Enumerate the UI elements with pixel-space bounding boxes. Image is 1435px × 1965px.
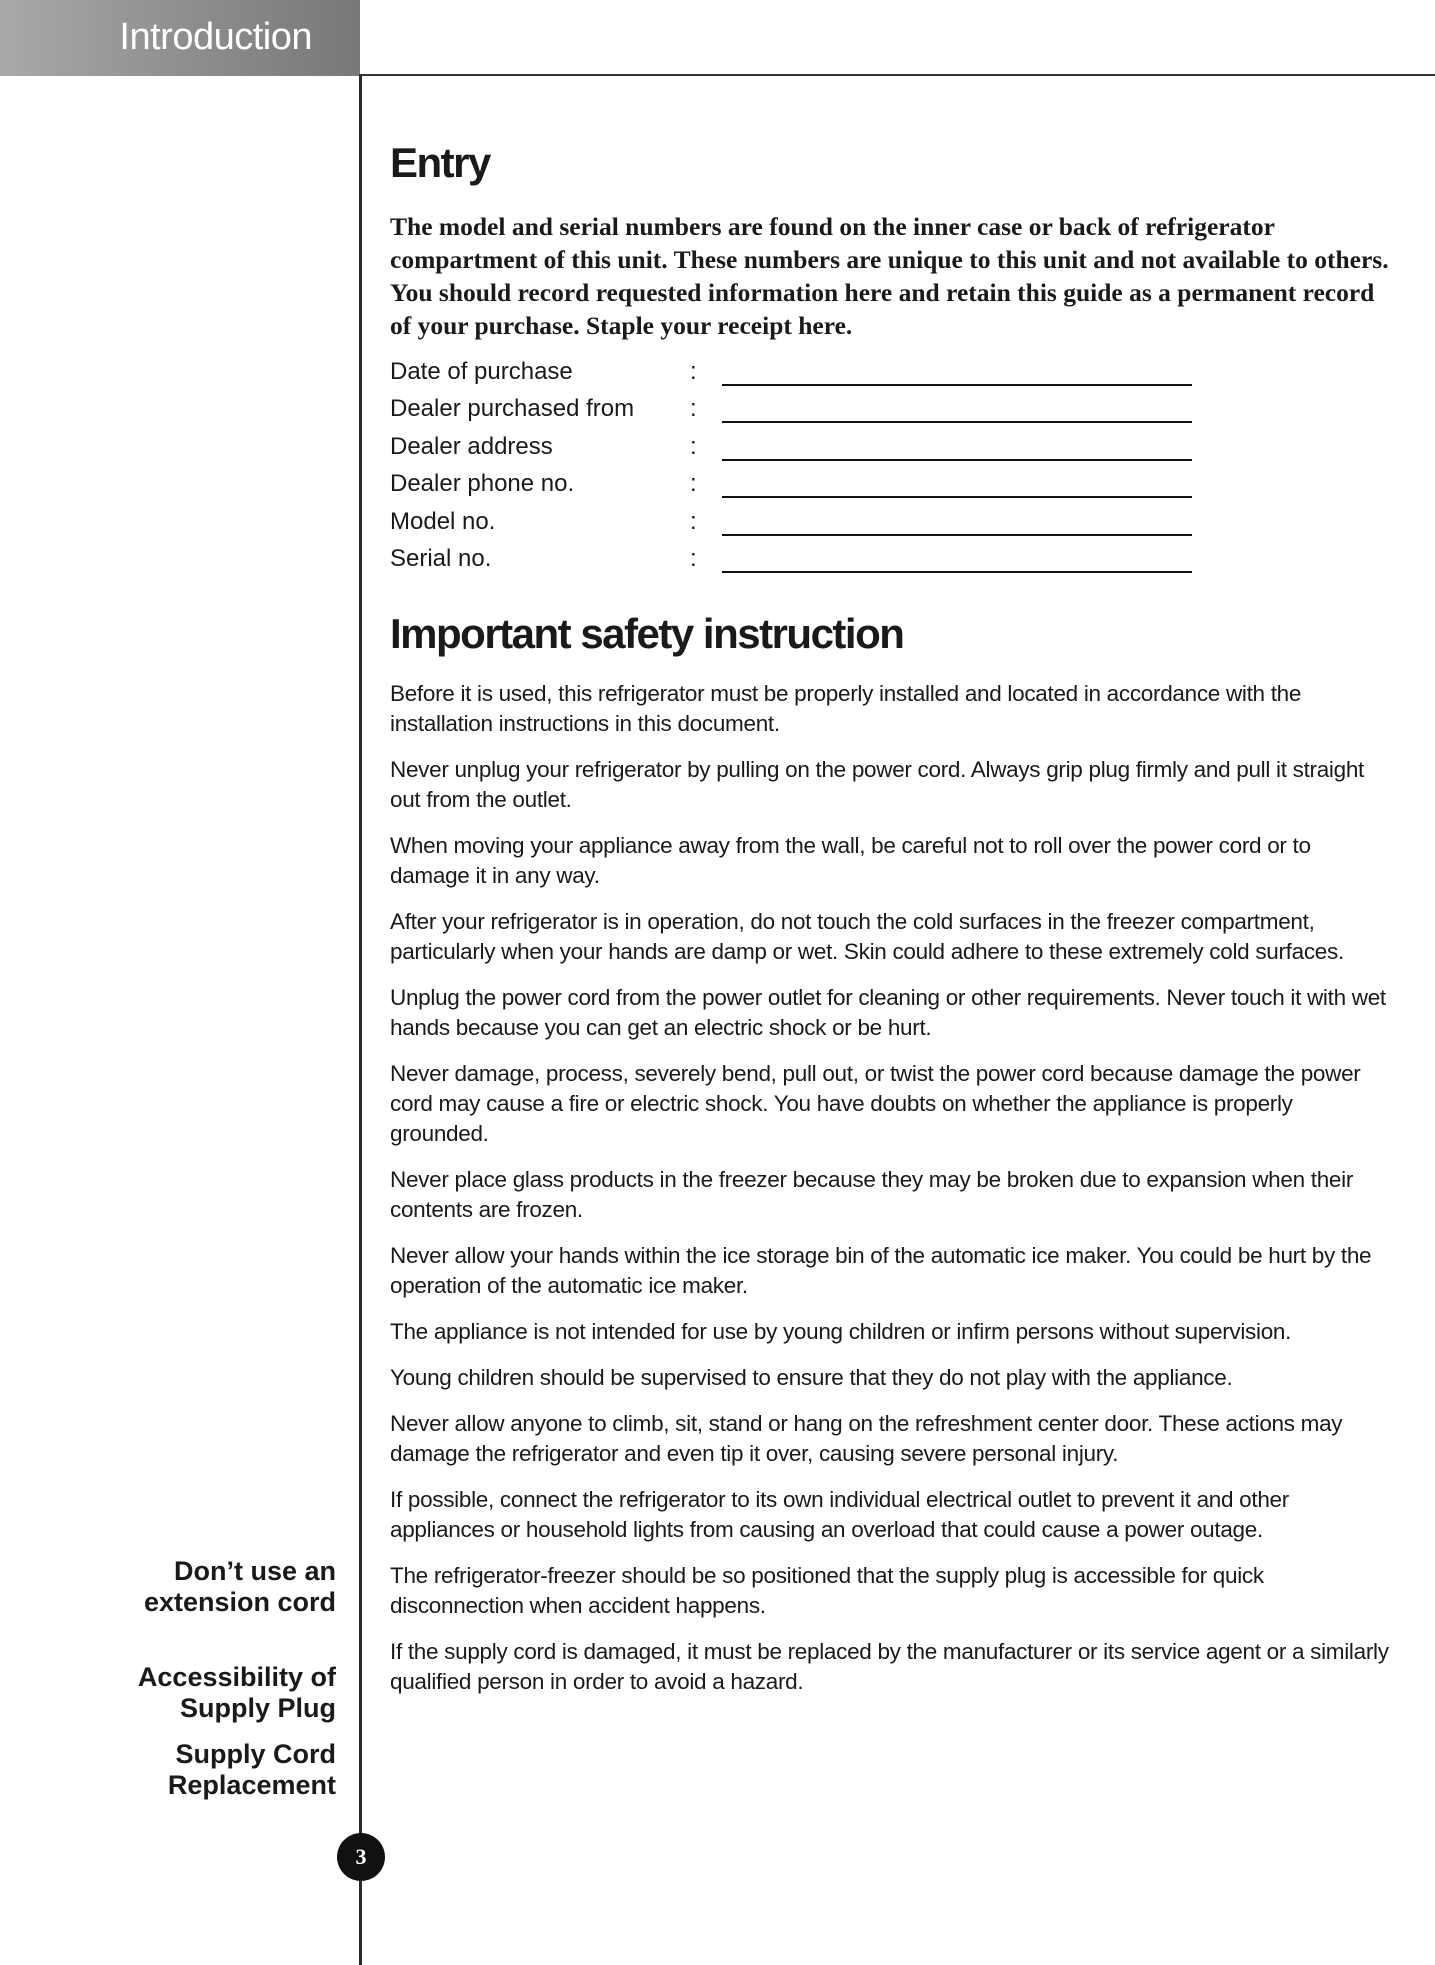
section-title: Introduction <box>119 16 312 58</box>
dealer-phone-blank[interactable] <box>722 474 1192 498</box>
section-header-tab <box>0 0 360 76</box>
side-note-line: Accessibility of <box>137 1662 336 1692</box>
field-label: Model no. <box>390 507 496 535</box>
header-divider <box>360 74 1435 76</box>
safety-paragraph: If the supply cord is damaged, it must be replaced by the manufacturer or its service agent or a similarly qualified person in order to avoid a hazard. <box>390 1639 1389 1694</box>
column-divider <box>359 74 362 1965</box>
form-row-dealer-address <box>390 423 1390 461</box>
safety-paragraph: Young children should be supervised to ensure that they do not play with the appliance. <box>390 1365 1233 1390</box>
page-number-badge: 3 <box>337 1833 385 1881</box>
form-row-model-no <box>390 498 1390 536</box>
safety-paragraph: Never damage, process, severely bend, pull out, or twist the power cord because damage the power cord may cause a fire or electric shock. You have doubts on whether the appliance is properly grounded. <box>390 1061 1361 1146</box>
safety-paragraph: Never allow anyone to climb, sit, stand or hang on the refreshment center door. These actions may damage the refrigerator and even tip it over, causing severe personal injury. <box>390 1411 1343 1466</box>
side-note-line: Supply Cord <box>175 1739 336 1769</box>
side-note-line: Replacement <box>167 1770 336 1800</box>
model-no-blank[interactable] <box>722 512 1192 536</box>
safety-paragraph: Before it is used, this refrigerator must be properly installed and located in accordance with the installation instructions in this document. <box>390 681 1302 736</box>
safety-paragraphs <box>390 679 1390 1697</box>
safety-paragraph: Unplug the power cord from the power outlet for cleaning or other requirements. Never touch it with wet hands because you can get an electric shock or be hurt. <box>390 985 1386 1040</box>
field-label: Serial no. <box>390 545 492 572</box>
serial-no-blank[interactable] <box>722 549 1192 573</box>
dealer-address-blank[interactable] <box>722 437 1192 461</box>
side-note-line: Don’t use an <box>173 1556 336 1586</box>
form-row-dealer-purchased-from <box>390 386 1390 424</box>
safety-paragraph: The refrigerator-freezer should be so positioned that the supply plug is accessible for quick disconnection when accident happens. <box>390 1563 1264 1618</box>
side-note-line: Supply Plug <box>179 1693 336 1723</box>
date-of-purchase-blank[interactable] <box>722 362 1192 386</box>
safety-paragraph: When moving your appliance away from the wall, be careful not to roll over the power cord or to damage it in any way. <box>390 833 1311 888</box>
form-row-serial-no <box>390 536 1390 574</box>
form-row-dealer-phone <box>390 461 1390 499</box>
side-note-cord-replacement <box>168 1739 336 1801</box>
entry-intro: The model and serial numbers are found on the inner case or back of refrigerator compartment of this unit. These numbers are unique to this unit and not available to others. You should record requested information here and retain this guide as a permanent record of your purchase. Staple your receipt here. <box>390 212 1389 340</box>
field-label: Dealer address <box>390 432 553 460</box>
safety-paragraph: If possible, connect the refrigerator to its own individual electrical outlet to prevent it and other appliances or household lights from causing an overload that could cause a power outage. <box>390 1487 1289 1542</box>
field-colon: : <box>690 545 697 572</box>
safety-paragraph: The appliance is not intended for use by young children or infirm persons without supervision. <box>390 1319 1292 1344</box>
field-colon: : <box>690 507 697 535</box>
field-label: Date of purchase <box>390 357 573 385</box>
field-label: Dealer purchased from <box>390 395 635 422</box>
main-content <box>390 130 1390 1713</box>
safety-paragraph: Never place glass products in the freezer because they may be broken due to expansion when their contents are frozen. <box>390 1167 1354 1222</box>
dealer-purchased-from-blank[interactable] <box>722 399 1192 423</box>
field-colon: : <box>690 432 697 460</box>
side-note-extension-cord <box>144 1556 336 1618</box>
safety-paragraph: Never unplug your refrigerator by pulling on the power cord. Always grip plug firmly and pull it straight out from the outlet. <box>390 757 1365 812</box>
side-note-line: extension cord <box>143 1587 336 1617</box>
safety-paragraph: Never allow your hands within the ice storage bin of the automatic ice maker. You could be hurt by the operation of the automatic ice maker. <box>390 1243 1372 1298</box>
field-colon: : <box>690 357 697 385</box>
field-colon: : <box>690 395 697 422</box>
purchase-record-form <box>390 348 1390 573</box>
safety-paragraph: After your refrigerator is in operation, do not touch the cold surfaces in the freezer compartment, particularly when your hands are damp or wet. Skin could adhere to these extremely cold surfaces. <box>390 909 1344 964</box>
field-label: Dealer phone no. <box>390 470 575 497</box>
form-row-date-of-purchase <box>390 348 1390 386</box>
field-colon: : <box>690 470 697 497</box>
side-note-accessibility <box>138 1662 336 1724</box>
entry-heading: Entry <box>390 139 490 186</box>
safety-heading: Important safety instruction <box>390 610 904 657</box>
